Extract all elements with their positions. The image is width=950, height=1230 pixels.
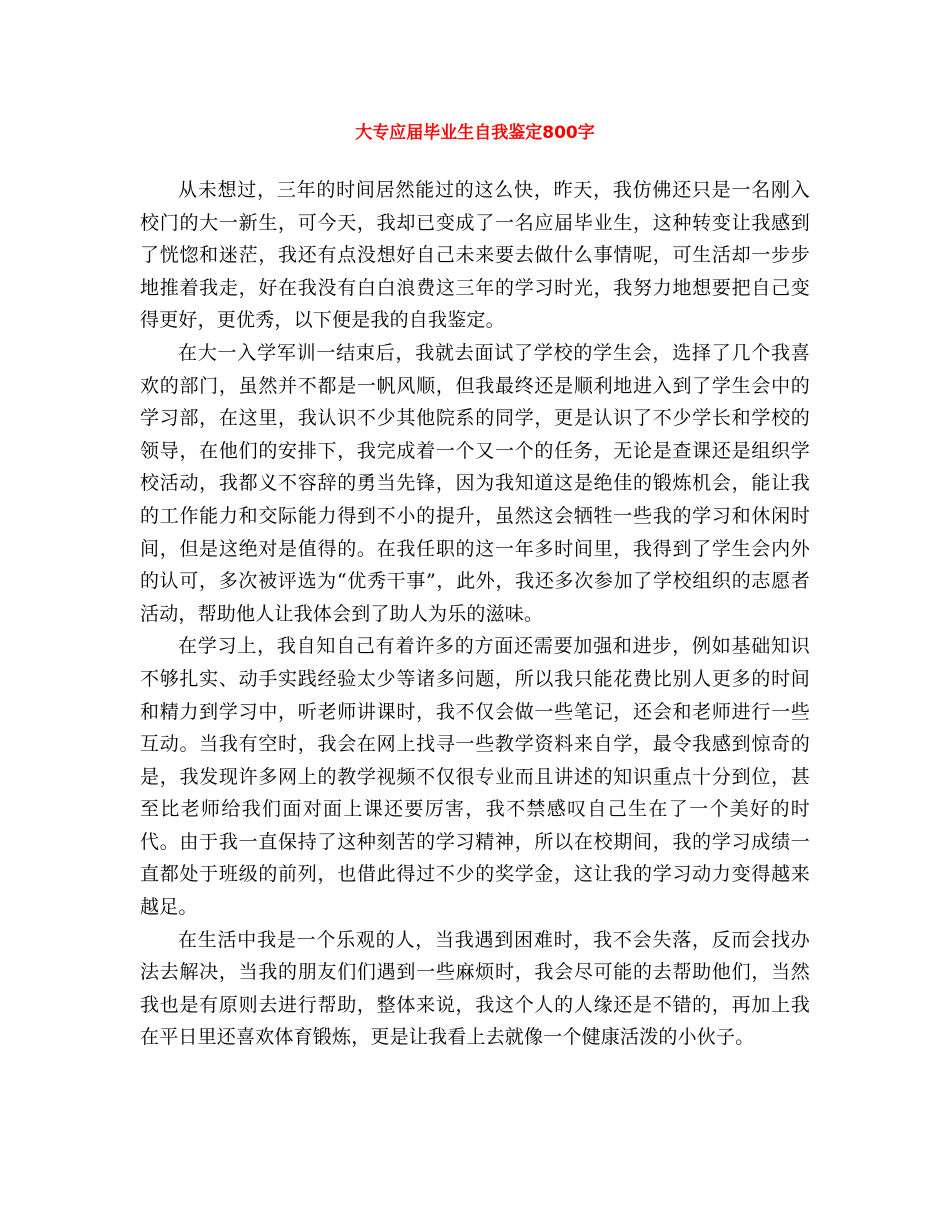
document-title: 大专应届毕业生自我鉴定800字 bbox=[355, 123, 595, 143]
paragraph-1: 从未想过，三年的时间居然能过的这么快，昨天，我仿佛还只是一名刚入校门的大一新生，可今天，我却已变成了一名应届毕业生，这种转变让我感到了恍惚和迷茫，我还有点没想好自己未来要去做什么事情呢，可生活却一步步地推着我走，好在我没有白白浪费这三年的学习时光，我努力地想要把自己变得更好，更优秀，以下便是我的自我鉴定。 bbox=[140, 179, 810, 332]
paragraph-2: 在大一入学军训一结束后，我就去面试了学校的学生会，选择了几个我喜欢的部门，虽然并不都是一帆风顺，但我最终还是顺利地进入到了学生会中的学习部，在这里，我认识不少其他院系的同学，更是认识了不少学长和学校的领导，在他们的安排下，我完成着一个又一个的任务，无论是查课还是组织学校活动，我都义不容辞的勇当先锋，因为我知道这是绝佳的锻炼机会，能让我的工作能力和交际能力得到不小的提升，虽然这会牺牲一些我的学习和休闲时间，但是这绝对是值得的。在我任职的这一年多时间里，我得到了学生会内外的认可，多次被评选为“优秀干事”，此外，我还多次参加了学校组织的志愿者活动，帮助他人让我体会到了助人为乐的滋味。 bbox=[140, 341, 810, 625]
paragraph-3: 在学习上，我自知自己有着许多的方面还需要加强和进步，例如基础知识不够扎实、动手实践经验太少等诸多问题，所以我只能花费比别人更多的时间和精力到学习中，听老师讲课时，我不仅会做一些笔记，还会和老师进行一些互动。当我有空时，我会在网上找寻一些教学资料来自学，最令我感到惊奇的是，我发现许多网上的教学视频不仅很专业而且讲述的知识重点十分到位，甚至比老师给我们面对面上课还要厉害，我不禁感叹自己生在了一个美好的时代。由于我一直保持了这种刻苦的学习精神，所以在校期间，我的学习成绩一直都处于班级的前列，也借此得过不少的奖学金，这让我的学习动力变得越来越足。 bbox=[140, 635, 810, 919]
paragraph-4: 在生活中我是一个乐观的人，当我遇到困难时，我不会失落，反而会找办法去解决，当我的朋友们们遇到一些麻烦时，我会尽可能的去帮助他们，当然我也是有原则去进行帮助，整体来说，我这个人的人缘还是不错的，再加上我在平日里还喜欢体育锻炼，更是让我看上去就像一个健康活泼的小伙子。 bbox=[140, 928, 810, 1049]
document-body bbox=[140, 174, 810, 1054]
